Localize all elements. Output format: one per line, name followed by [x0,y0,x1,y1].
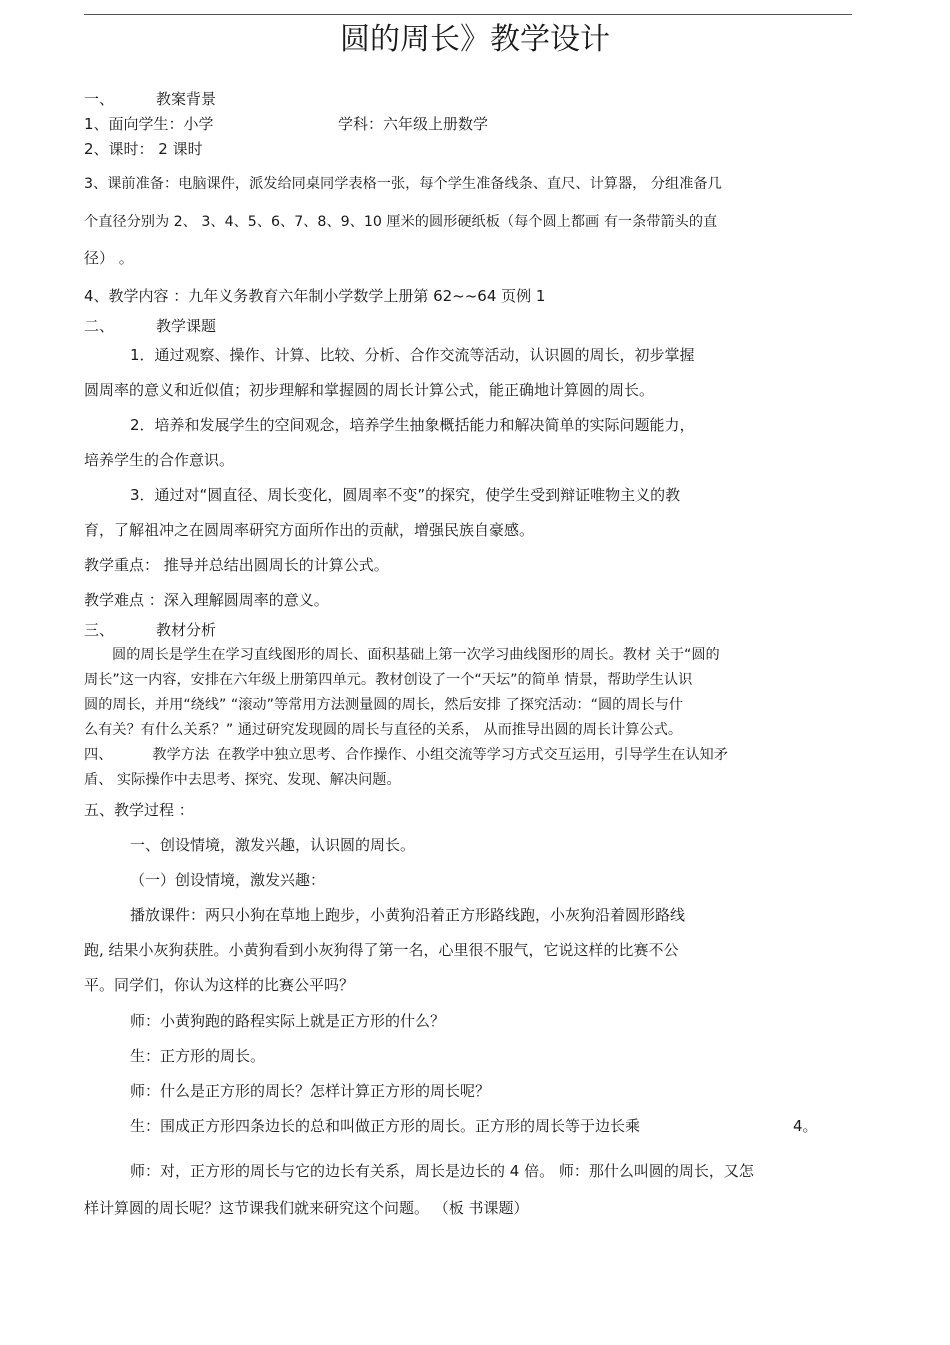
section-4-title: 教学方法 [152,747,210,763]
section-1-title: 教案背景 [156,90,217,108]
document-title: 圆的周长》教学设计 [340,22,610,57]
dialogue-student-2: 生：围成正方形四条边长的总和叫做正方形的周长。正方形的周长等于边长乘 [130,1117,641,1135]
section-4-line-2: 盾、 实际操作中去思考、探究、发现、解决问题。 [84,772,401,788]
section-2-number: 二、 [84,317,115,335]
section-4-line-1 [84,745,728,765]
dialogue-teacher-3-line-1: 师：对，正方形的周长与它的边长有关系，周长是边长的 4 倍。 师：那什么叫圆的周长，又怎 [130,1162,754,1180]
goal-1-line-2: 圆周率的意义和近似值；初步理解和掌握圆的周长计算公式，能正确地计算圆的周长。 [84,381,655,399]
goal-1-line-1: 1．通过观察、操作、计算、比较、分析、合作交流等活动，认识圆的周长，初步掌握 [130,346,695,364]
preparation-line-3: 径） 。 [84,249,134,267]
dialogue-teacher-1: 师：小黄狗跑的路程实际上就是正方形的什么？ [130,1012,446,1030]
section-2-heading [84,316,216,336]
preparation-line-2: 个直径分别为 2、 3、4、5、6、7、8、9、10 厘米的圆形硬纸板（每个圆上都画 有一条带箭头的直 [84,214,718,230]
target-students: 1、面向学生：小学 [84,115,214,133]
courseware-line-1: 播放课件：两只小狗在草地上跑步，小黄狗沿着正方形路线跑，小灰狗沿着圆形路线 [130,906,686,924]
section-1-number: 一、 [84,90,115,108]
analysis-line-1: 圆的周长是学生在学习直线图形的周长、面积基础上第一次学习曲线图形的周长。教材 关于“圆的 [112,647,720,663]
section-3-number: 三、 [84,621,115,639]
goal-2-line-1: 2．培养和发展学生的空间观念，培养学生抽象概括能力和解决简单的实际问题能力， [130,416,695,434]
section-4-number: 四、 [84,747,113,763]
section-2-title: 教学课题 [156,317,217,335]
dialogue-teacher-2: 师：什么是正方形的周长？怎样计算正方形的周长呢？ [130,1082,491,1100]
top-rule [84,14,852,15]
section-1-heading [84,89,216,109]
goal-3-line-1: 3．通过对“圆直径、周长变化，圆周率不变”的探究，使学生受到辩证唯物主义的教 [130,486,681,504]
courseware-line-2: 跑, 结果小灰狗获胜。小黄狗看到小灰狗得了第一名，心里很不服气，它说这样的比赛不公 [84,941,679,959]
process-step-1-sub: （一）创设情境，激发兴趣： [130,871,326,889]
section-3-title: 教材分析 [156,621,217,639]
analysis-line-4: 么有关？有什么关系？” 通过研究发现圆的周长与直径的关系， 从而推导出圆的周长计算公式。 [84,722,683,738]
section-5-heading: 五、教学过程 ： [84,801,194,819]
class-hours: 2、课时： 2 课时 [84,140,203,158]
subject-field: 学科：六年级上册数学 [338,115,489,133]
analysis-line-2: 周长”这一内容，安排在六年级上册第四单元。教材创设了一个“天坛”的简单 情景，帮助学生认识 [84,672,693,688]
teaching-content: 4、教学内容 ：九年义务教育六年制小学数学上册第 62~~64 页例 1 [84,287,546,305]
section-3-heading [84,620,216,640]
courseware-line-3: 平。同学们，你认为这样的比赛公平吗？ [84,976,355,994]
goal-3-line-2: 育，了解祖冲之在圆周率研究方面所作出的贡献，增强民族自豪感。 [84,521,535,539]
dialogue-student-1: 生：正方形的周长。 [130,1047,266,1065]
goal-2-line-2: 培养学生的合作意识。 [84,451,235,469]
analysis-line-3: 圆的周长，并用“绕线” “滚动”等常用方法测量圆的周长，然后安排 了探究活动：“圆的周长与什 [84,697,684,713]
process-step-1: 一、创设情境，激发兴趣，认识圆的周长。 [130,836,416,854]
dialogue-student-2-end: 4。 [793,1117,818,1135]
teaching-difficulty: 教学难点 ：深入理解圆周率的意义。 [84,591,329,609]
teaching-key-point: 教学重点： 推导并总结出圆周长的计算公式。 [84,556,389,574]
preparation-line-1: 3、课前准备：电脑课件，派发给同桌同学表格一张，每个学生准备线条、直尺、计算器， 分组准备几 [84,176,722,192]
dialogue-teacher-3-line-2: 样计算圆的周长呢？这节课我们就来研究这个问题。 （板 书课题） [84,1199,529,1217]
background-line-1 [84,114,214,134]
section-4-text: 在教学中独立思考、合作操作、小组交流等学习方式交互运用，引导学生在认知矛 [217,747,728,763]
